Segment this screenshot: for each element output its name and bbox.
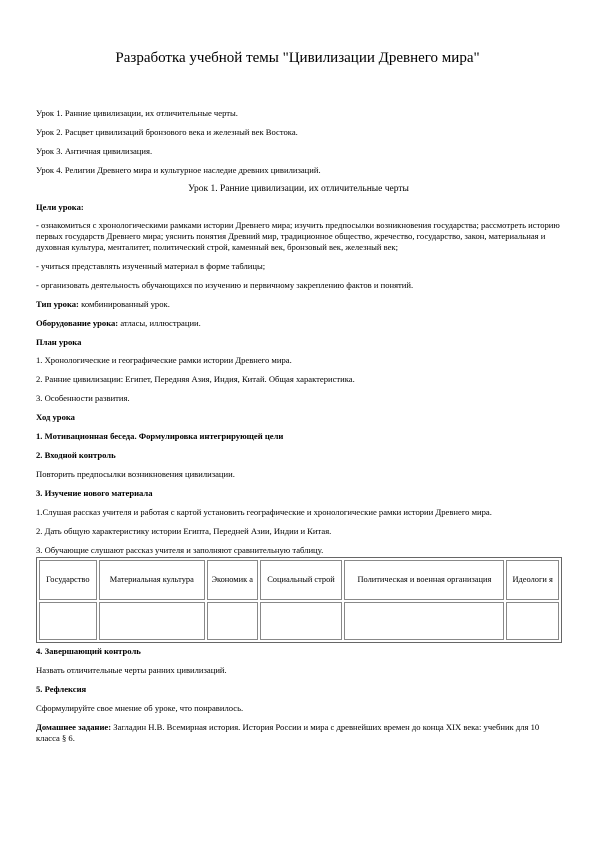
lesson-equipment-label: Оборудование урока: [36, 317, 119, 328]
table-header-row [39, 560, 559, 600]
table-header-cell: Материальная культура [99, 560, 205, 600]
goals-heading: Цели урока: [36, 201, 84, 212]
section-2-text: Повторить предпосылки возникновения цивилизации. [36, 469, 235, 480]
goal-item: - организовать деятельность обучающихся по изучению и первичному закреплению фактов и понятий. [36, 279, 414, 290]
section-2-heading: 2. Входной контроль [36, 450, 116, 461]
plan-item: 3. Особенности развития. [36, 393, 130, 404]
table-header-cell: Социальный строй [260, 560, 343, 600]
lesson-list-item: Урок 2. Расцвет цивилизаций бронзового века и железный век Востока. [36, 126, 298, 137]
lesson-type-value: комбинированный урок. [78, 298, 170, 309]
lesson-heading: Урок 1. Ранние цивилизации, их отличительные черты [188, 183, 409, 194]
homework-value: Загладин Н.В. Всемирная история. История России и мира с древнейших времен до конца XIX века: учебник для 10 класса § 6. [36, 722, 540, 743]
homework [36, 722, 561, 743]
lesson-type-label: Тип урока: [36, 298, 79, 309]
table-cell [39, 602, 97, 640]
lesson-list-item: Урок 4. Религии Древнего мира и культурное наследие древних цивилизаций. [36, 164, 321, 175]
course-heading: Ход урока [36, 412, 75, 423]
table-cell [260, 602, 343, 640]
homework-label: Домашнее задание: [36, 722, 112, 733]
table-cell [344, 602, 504, 640]
section-3-item: 1.Слушая рассказ учителя и работая с картой установить географические и хронологические рамки истории Древнего мира. [36, 506, 492, 517]
section-4-heading: 4. Завершающий контроль [36, 646, 141, 657]
lesson-type [36, 299, 561, 310]
lesson-equipment [36, 318, 561, 329]
section-3-item: 2. Дать общую характеристику истории Египта, Передней Азии, Индии и Китая. [36, 525, 332, 536]
goal-item: - учиться представлять изученный материал в форме таблицы; [36, 260, 266, 271]
lesson-list-item: Урок 3. Античная цивилизация. [36, 145, 153, 156]
section-4-text: Назвать отличительные черты ранних цивилизаций. [36, 665, 227, 676]
comparison-table [36, 557, 562, 643]
plan-item: 1. Хронологические и географические рамки истории Древнего мира. [36, 355, 292, 366]
section-5-text: Сформулируйте свое мнение об уроке, что понравилось. [36, 703, 244, 714]
section-1-heading: 1. Мотивационная беседа. Формулировка интегрирующей цели [36, 431, 284, 442]
section-5-heading: 5. Рефлексия [36, 684, 87, 695]
plan-heading: План урока [36, 336, 82, 347]
lesson-list-item: Урок 1. Ранние цивилизации, их отличительные черты. [36, 108, 238, 118]
goal-item: - ознакомиться с хронологическими рамками истории Древнего мира; изучить предпосылки возникновения государства; рассмотреть историю первых государств Древнего мира; уяснить понятия Древний мир, традиционное общество, жречество, государство, закон, материальная и духовная культура, менталитет, политический строй, каменный век, бронзовый век, железный век; [36, 220, 560, 252]
plan-item: 2. Ранние цивилизации: Египет, Передняя Азия, Индия, Китай. Общая характеристика. [36, 374, 355, 385]
table-cell [207, 602, 258, 640]
table-header-cell: Экономик а [207, 560, 258, 600]
table-header-cell: Идеологи я [506, 560, 559, 600]
table-cell [506, 602, 559, 640]
page-title: Разработка учебной темы "Цивилизации Древнего мира" [115, 50, 480, 66]
table-cell [99, 602, 205, 640]
section-3-item: 3. Обучающие слушают рассказ учителя и заполняют сравнительную таблицу. [36, 544, 324, 555]
section-3-heading: 3. Изучение нового материала [36, 487, 153, 498]
table-header-cell: Государство [39, 560, 97, 600]
lesson-equipment-value: атласы, иллюстрации. [118, 317, 201, 328]
table-row [39, 602, 559, 640]
document-body [36, 108, 561, 752]
table-header-cell: Политическая и военная организация [344, 560, 504, 600]
